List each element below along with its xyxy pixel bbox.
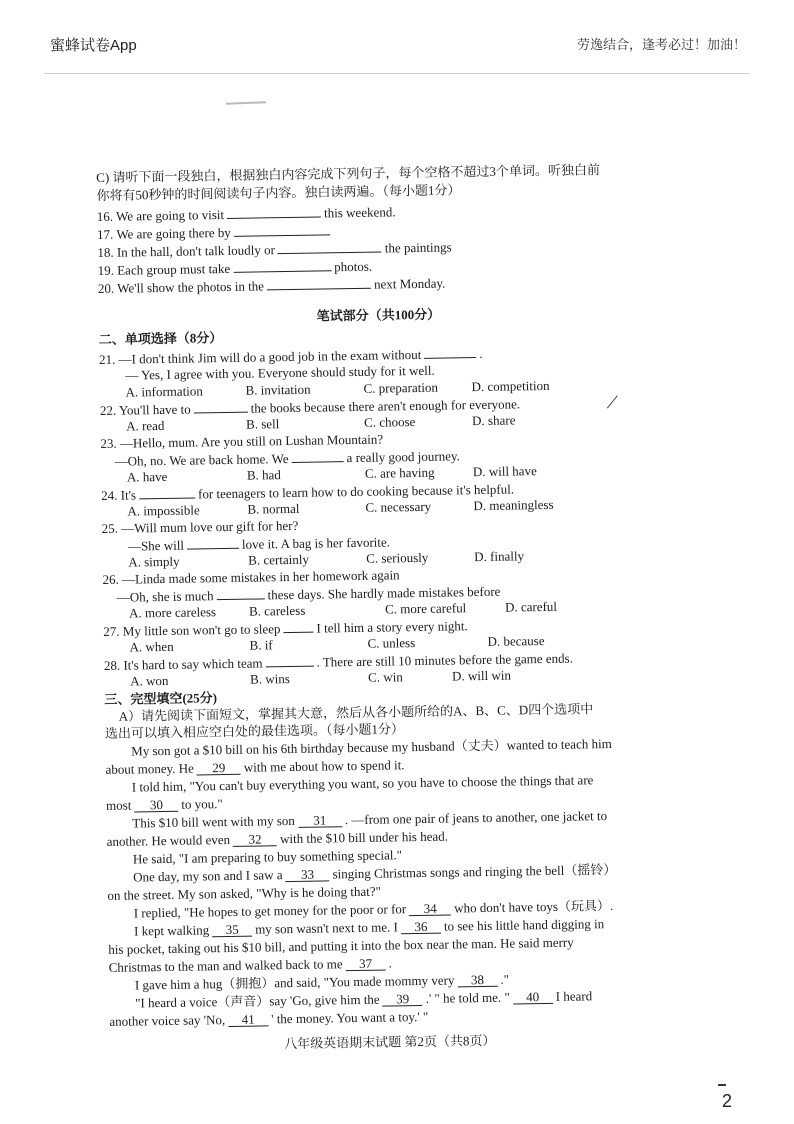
blank-41[interactable]: 41 <box>228 1012 268 1027</box>
question-25-reply: —She will love it. A bag is her favorite. <box>127 534 391 554</box>
blank-31[interactable]: 31 <box>298 813 342 828</box>
scan-speck <box>226 101 266 104</box>
option-22a[interactable]: A. read <box>126 417 165 434</box>
header-slogan: 劳逸结合，逢考必过！加油！ <box>576 37 746 52</box>
option-24a[interactable]: A. impossible <box>127 502 200 519</box>
answer-blank-26[interactable] <box>216 586 264 600</box>
option-28b[interactable]: B. wins <box>249 671 290 687</box>
question-20: 20. We'll show the photos in the next Monday. <box>97 275 446 296</box>
option-24d[interactable]: D. meaningless <box>473 496 554 514</box>
app-name: 蜜蜂试卷App <box>50 37 137 54</box>
answer-blank-25[interactable] <box>187 536 239 550</box>
question-21: 21. —I don't think Jim will do a good job in the exam without . <box>98 345 483 367</box>
passage-paragraph-1: My son got a $10 bill on his 6th birthday because my husband（丈夫）wanted to teach him <box>131 735 612 759</box>
blank-37[interactable]: 37 <box>345 957 385 972</box>
option-22d[interactable]: D. share <box>471 412 516 429</box>
option-26d[interactable]: D. careful <box>504 598 558 615</box>
answer-blank-17[interactable] <box>234 222 330 237</box>
answer-blank-16[interactable] <box>227 204 321 218</box>
blank-36[interactable]: 36 <box>401 920 441 935</box>
part3-heading: 三、完型填空(25分) <box>104 690 218 707</box>
blank-40[interactable]: 40 <box>513 990 553 1005</box>
passage-paragraph-5: One day, my son and I saw a 33 singing Christmas songs and ringing the bell（摇铃） <box>133 861 617 885</box>
question-25: 25. —Will mum love our gift for her? <box>101 517 299 536</box>
option-26b[interactable]: B. careless <box>248 602 306 619</box>
part2-heading: 二、单项选择（8分） <box>98 330 223 347</box>
blank-38[interactable]: 38 <box>457 973 497 988</box>
option-23b[interactable]: B. had <box>246 467 281 483</box>
option-23a[interactable]: A. have <box>126 468 168 485</box>
option-28c[interactable]: C. win <box>367 669 403 685</box>
option-21d[interactable]: D. competition <box>471 377 550 395</box>
passage-line: most 30 to you." <box>105 796 223 813</box>
answer-blank-24[interactable] <box>139 485 195 499</box>
part3-instruction-1: A）请先阅读下面短文，掌握其大意，然后从各小题所给的A、B、C、D四个选项中 <box>118 701 594 724</box>
option-24b[interactable]: B. normal <box>247 500 300 517</box>
passage-line: Christmas to the man and walked back to me 37 . <box>108 955 392 975</box>
option-24c[interactable]: C. necessary <box>365 498 432 515</box>
passage-line: another voice say 'No, 41 ' the money. You want a toy.' " <box>109 1008 429 1029</box>
question-26-reply: —Oh, she is much these days. She hardly made mistakes before <box>116 583 501 605</box>
option-26c[interactable]: C. more careful <box>384 600 467 617</box>
option-22b[interactable]: B. sell <box>245 416 280 432</box>
passage-paragraph-2: I told him, "You can't buy everything you want, so you have to choose the things that are <box>131 772 594 795</box>
question-26: 26. —Linda made some mistakes in her homework again <box>102 567 400 587</box>
blank-32[interactable]: 32 <box>233 832 277 847</box>
option-28d[interactable]: D. will win <box>451 667 512 684</box>
passage-paragraph-8: I gave him a hug（拥抱）and said, "You made mommy very 38 ." <box>134 971 510 993</box>
written-section-title: 笔试部分（共100分） <box>316 306 441 324</box>
option-27a[interactable]: A. when <box>129 638 174 655</box>
section-c-instruction-1: C) 请听下面一段独白，根据独白内容完成下列句子，每个空格不超过3个单词。听独白前 <box>96 162 601 185</box>
option-27d[interactable]: D. because <box>487 633 545 649</box>
question-23-reply: —Oh, no. We are back home. We a really good journey. <box>114 448 460 469</box>
passage-paragraph-6: I replied, "He hopes to get money for the poor or for 34 who don't have toys（玩具）. <box>133 897 614 921</box>
option-26a[interactable]: A. more careless <box>128 604 217 621</box>
answer-blank-19[interactable] <box>233 258 331 273</box>
answer-blank-23[interactable] <box>291 449 343 463</box>
blank-29[interactable]: 29 <box>197 761 241 776</box>
answer-blank-22[interactable] <box>194 400 248 414</box>
blank-34[interactable]: 34 <box>409 902 451 917</box>
option-21c[interactable]: C. preparation <box>363 379 439 396</box>
option-21b[interactable]: B. invitation <box>245 381 311 398</box>
option-25d[interactable]: D. finally <box>474 548 525 565</box>
question-19: 19. Each group must take photos. <box>97 258 373 278</box>
answer-blank-28[interactable] <box>265 654 313 668</box>
header-divider <box>44 73 750 74</box>
option-23c[interactable]: C. are having <box>364 464 435 481</box>
option-23d[interactable]: D. will have <box>472 463 537 480</box>
answer-blank-18[interactable] <box>278 240 382 255</box>
blank-30[interactable]: 30 <box>134 798 178 813</box>
passage-line: about money. He 29 with me about how to spend it. <box>105 757 405 777</box>
question-27: 27. My little son won't go to sleep I tell him a story every night. <box>103 618 468 639</box>
blank-35[interactable]: 35 <box>212 923 252 938</box>
question-28: 28. It's hard to say which team . There are still 10 minutes before the game ends. <box>103 650 574 673</box>
part3-instruction-2: 选出可以填入相应空白处的最佳选项。（每小题1分） <box>104 721 405 741</box>
page-footer: 八年级英语期末试题 第2页（共8页） <box>284 1032 496 1052</box>
option-25b[interactable]: B. certainly <box>248 551 310 568</box>
option-28a[interactable]: A. won <box>130 672 169 689</box>
passage-paragraph-7: I kept walking 35 my son wasn't next to me. I 36 to see his little hand digging in <box>133 916 605 939</box>
option-25a[interactable]: A. simply <box>128 553 180 570</box>
option-27b[interactable]: B. if <box>249 637 273 653</box>
app-header <box>0 0 794 74</box>
section-c-instruction-2: 你将有50秒钟的时间阅读句子内容。独白读两遍。（每小题1分） <box>96 182 461 203</box>
answer-blank-20[interactable] <box>267 276 371 291</box>
question-22: 22. You'll have to the books because there aren't enough for everyone. <box>99 396 521 418</box>
corner-mark <box>718 1084 726 1086</box>
blank-33[interactable]: 33 <box>285 867 329 882</box>
passage-line: another. He would even 32 with the $10 bill under his head. <box>106 828 449 849</box>
passage-paragraph-4: He said, "I am preparing to buy something special." <box>132 847 403 867</box>
option-27c[interactable]: C. unless <box>367 635 416 651</box>
answer-blank-27[interactable] <box>283 620 313 633</box>
page-number: 2 <box>721 1091 732 1111</box>
option-21a[interactable]: A. information <box>125 383 203 400</box>
pencil-mark <box>607 395 618 408</box>
question-17: 17. We are going there by <box>97 222 333 243</box>
question-23: 23. —Hello, mum. Are you still on Lushan Mountain? <box>100 431 384 451</box>
question-18: 18. In the hall, don't talk loudly or the paintings <box>97 239 452 260</box>
exam-page <box>96 155 670 1052</box>
answer-blank-21[interactable] <box>424 345 476 359</box>
passage-line: on the street. My son asked, "Why is he doing that?" <box>107 883 382 903</box>
question-16: 16. We are going to visit this weekend. <box>96 204 396 224</box>
question-24: 24. It's for teenagers to learn how to do cooking because it's helpful. <box>101 481 515 503</box>
blank-39[interactable]: 39 <box>383 992 423 1007</box>
passage-line: his pocket, taking out his $10 bill, and putting it into the box near the man. He said merry <box>108 934 574 957</box>
option-25c[interactable]: C. seriously <box>366 549 429 566</box>
option-22c[interactable]: C. choose <box>363 414 416 430</box>
question-21-reply: — Yes, I agree with you. Everyone should study for it well. <box>125 362 435 383</box>
passage-paragraph-9: "I heard a voice（声音）say 'Go, give him the 39 .' " he told me. " 40 I heard <box>135 988 593 1011</box>
passage-paragraph-3: This $10 bill went with my son 31 . —from one pair of jeans to another, one jacket to <box>132 808 608 831</box>
